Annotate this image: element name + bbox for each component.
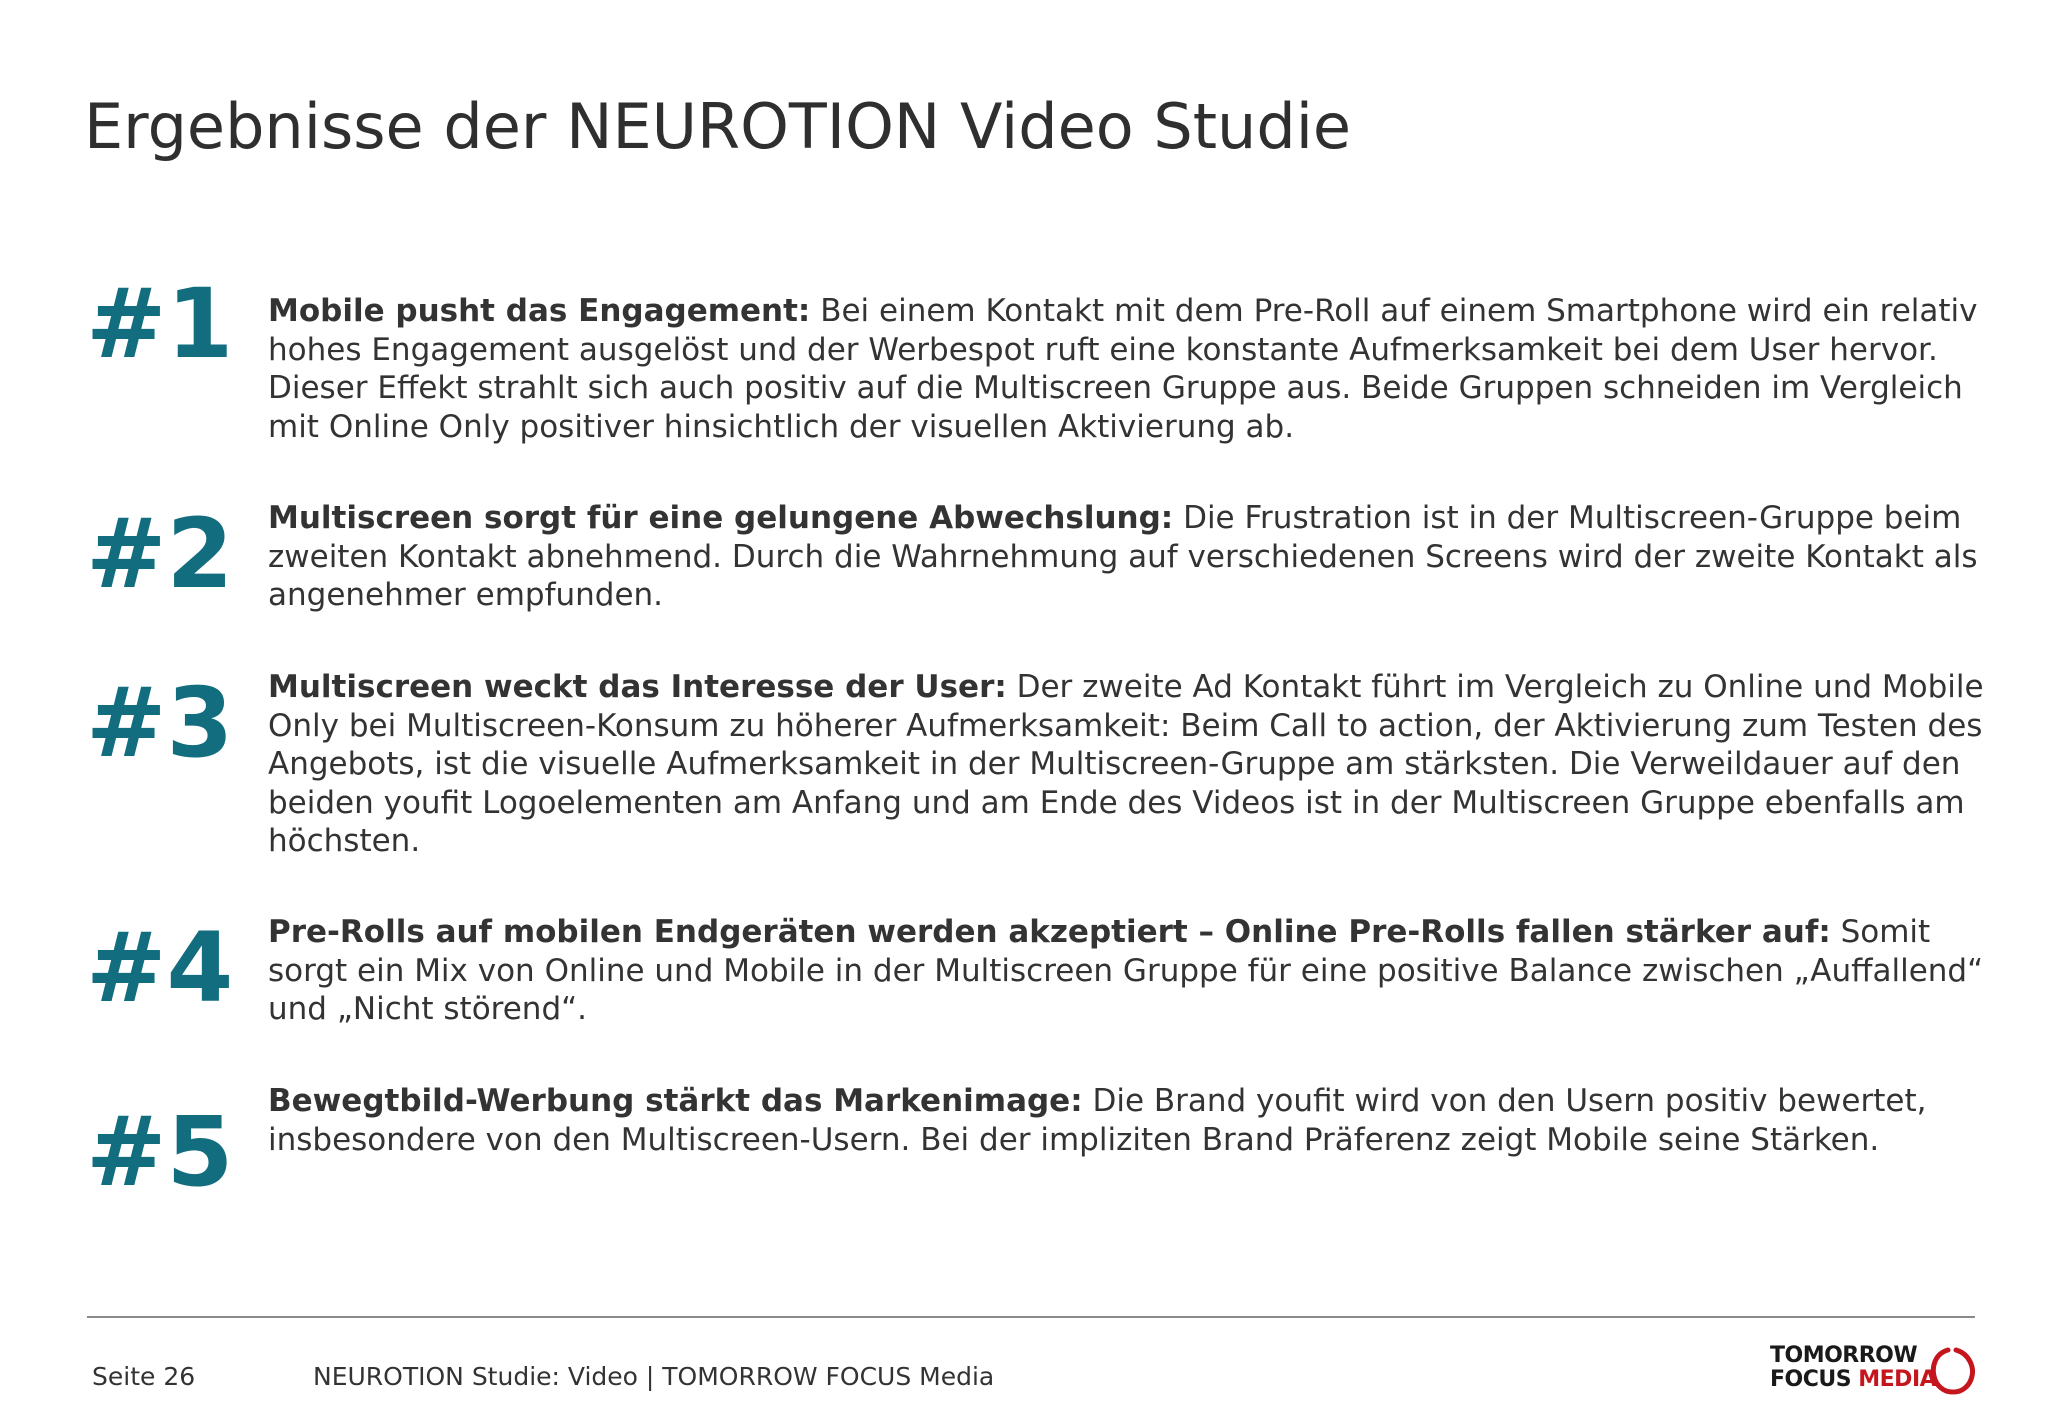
- finding-text: [268, 499, 1988, 615]
- tomorrow-focus-media-logo: [1770, 1344, 1980, 1396]
- logo-media: MEDIA: [1858, 1367, 1937, 1392]
- finding-text: [268, 668, 1988, 861]
- page-title: Ergebnisse der NEUROTION Video Studie: [84, 90, 1352, 163]
- page-number: Seite 26: [92, 1362, 196, 1391]
- finding-heading: Mobile pusht das Engagement:: [268, 293, 811, 329]
- finding-heading: Multiscreen weckt das Interesse der User:: [268, 669, 1007, 705]
- finding-number: #4: [86, 912, 234, 1024]
- finding-heading: Bewegtbild-Werbung stärkt das Markenimage:: [268, 1083, 1083, 1119]
- logo-line-1: TOMORROW: [1770, 1343, 1918, 1368]
- logo-line-2: [1770, 1368, 1936, 1392]
- finding-heading: Multiscreen sorgt für eine gelungene Abwechslung:: [268, 500, 1174, 536]
- finding-number: #1: [86, 268, 234, 380]
- finding-text: [268, 292, 1988, 446]
- finding-number: #5: [86, 1096, 234, 1208]
- logo-mark-icon: [1930, 1346, 1976, 1396]
- finding-body: Somit sorgt ein Mix von Online und Mobile in der Multiscreen Gruppe für eine positive Balance zwischen „Auffallend“ und „Nicht störend“.: [268, 914, 1984, 1027]
- finding-body: Die Frustration ist in der Multiscreen-Gruppe beim zweiten Kontakt abnehmend. Durch die Wahrnehmung auf verschiedenen Screens wird der zweite Kontakt als angenehmer empfunden.: [268, 500, 1978, 613]
- finding-number: #3: [86, 667, 234, 779]
- finding-text: [268, 1082, 1988, 1159]
- finding-number: #2: [86, 498, 234, 610]
- finding-body: Bei einem Kontakt mit dem Pre-Roll auf einem Smartphone wird ein relativ hohes Engagement ausgelöst und der Werbespot ruft eine konstante Aufmerksamkeit bei dem User hervor. Dieser Effekt strahlt sich auch positiv auf die Multiscreen Gruppe aus. Beide Gruppen schneiden im Vergleich mit Online Only positiver hinsichtlich der visuellen Aktivierung ab.: [268, 293, 1978, 445]
- footer-source: NEUROTION Studie: Video | TOMORROW FOCUS Media: [313, 1362, 995, 1391]
- finding-body: Die Brand youfit wird von den Usern positiv bewertet, insbesondere von den Multiscreen-Usern. Bei der impliziten Brand Präferenz zeigt Mobile seine Stärken.: [268, 1083, 1927, 1158]
- finding-body: Der zweite Ad Kontakt führt im Vergleich zu Online und Mobile Only bei Multiscreen-Konsum zu höherer Aufmerksamkeit: Beim Call to action, der Aktivierung zum Testen des Angebots, ist die visuelle Aufmerksamkeit in der Multiscreen-Gruppe am stärksten. Die Verweildauer auf den beiden youfit Logoelementen am Anfang und am Ende des Videos ist in der Multiscreen Gruppe ebenfalls am höchsten.: [268, 669, 1984, 859]
- logo-focus: FOCUS: [1770, 1367, 1852, 1392]
- footer-divider: [87, 1316, 1975, 1318]
- finding-heading: Pre-Rolls auf mobilen Endgeräten werden akzeptiert – Online Pre-Rolls fallen stärker auf:: [268, 914, 1831, 950]
- finding-text: [268, 913, 1988, 1029]
